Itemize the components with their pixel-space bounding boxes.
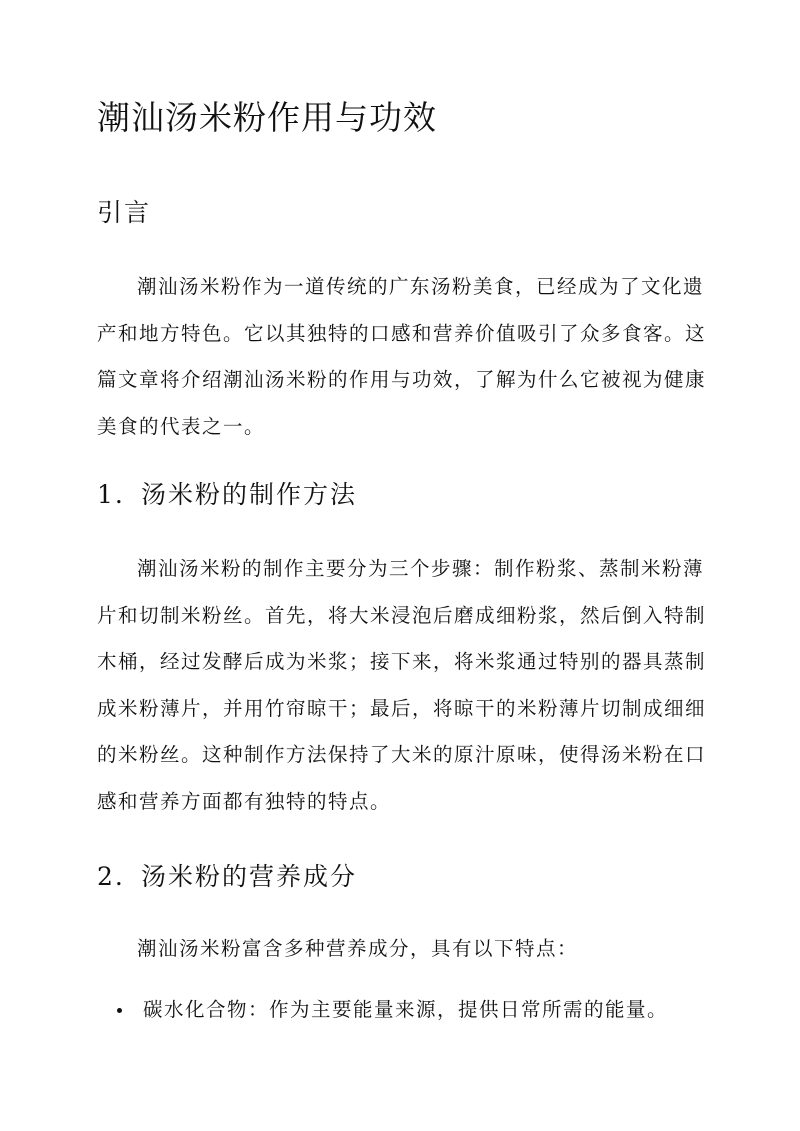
intro-heading: 引言 <box>97 198 152 227</box>
section-1-title: 汤米粉的制作方法 <box>141 480 358 509</box>
list-item-text: 碳水化合物：作为主要能量来源，提供日常所需的能量。 <box>143 998 669 1021</box>
intro-paragraph: 潮汕汤米粉作为一道传统的广东汤粉美食，已经成为了文化遗产和地方特色。它以其独特的口感和营养价值吸引了众多食客。这篇文章将介绍潮汕汤米粉的作用与功效，了解为什么它被视为健康美食的代表之一。 <box>97 275 707 438</box>
section-1-number: 1. <box>97 480 125 509</box>
section-2-number: 2. <box>97 862 125 891</box>
section-1-heading <box>97 478 357 512</box>
section-1-paragraph: 潮汕汤米粉的制作主要分为三个步骤：制作粉浆、蒸制米粉薄片和切制米粉丝。首先，将大米浸泡后磨成细粉浆，然后倒入特制木桶，经过发酵后成为米浆；接下来，将米浆通过特别的器具蒸制成米粉薄片，并用竹帘晾干；最后，将晾干的米粉薄片切制成细细的米粉丝。这种制作方法保持了大米的原汁原味，使得汤米粉在口感和营养方面都有独特的特点。 <box>97 557 707 813</box>
bullet-icon <box>117 1008 122 1013</box>
list-item <box>97 992 707 1028</box>
nutrient-list <box>97 992 707 1028</box>
section-2-heading <box>97 860 357 894</box>
section-2-title: 汤米粉的营养成分 <box>141 862 358 891</box>
section-2-paragraph: 潮汕汤米粉富含多种营养成分，具有以下特点： <box>137 937 579 960</box>
document-title: 潮汕汤米粉作用与功效 <box>97 98 437 137</box>
